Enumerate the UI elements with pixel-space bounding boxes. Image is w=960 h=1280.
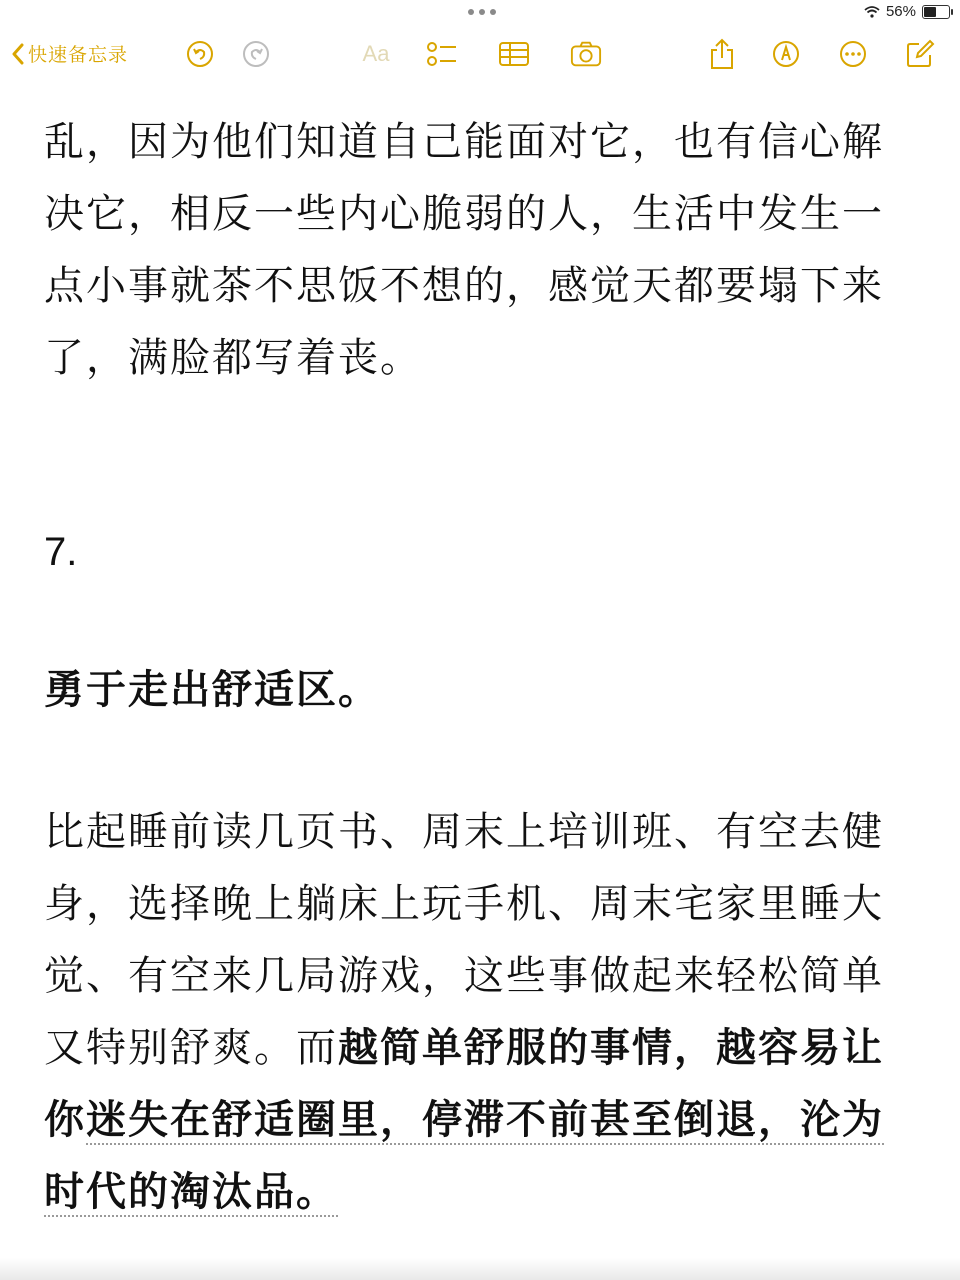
back-label: 快速备忘录 — [28, 44, 129, 66]
camera-button[interactable] — [570, 38, 602, 70]
section-heading: 勇于走出舒适区。 — [44, 667, 380, 713]
wifi-icon — [864, 6, 880, 18]
undo-icon — [185, 39, 215, 69]
battery-level — [924, 7, 936, 17]
battery-percent: 56% — [885, 3, 916, 20]
more-button[interactable] — [837, 38, 869, 70]
more-icon — [838, 39, 868, 69]
checklist-button[interactable] — [426, 38, 458, 70]
undo-button[interactable] — [184, 38, 216, 70]
paragraph-2-bold-text: 越简单舒服的事情，越容易让你 — [44, 1025, 884, 1143]
share-button[interactable] — [706, 38, 738, 70]
chevron-left-icon — [12, 43, 24, 65]
markup-pen-icon — [771, 39, 801, 69]
compose-icon — [905, 39, 935, 69]
battery-icon — [922, 5, 950, 19]
section-number: 7. — [44, 530, 78, 574]
share-icon — [708, 38, 736, 70]
note-paragraph-1: 乱，因为他们知道自己能面对它，也有信心解决它，相反一些内心脆弱的人，生活中发生一点小事就茶不思饭不想的，感觉天都要塌下来了，满脸都写着丧。 — [44, 119, 884, 381]
redo-icon — [241, 39, 271, 69]
note-paragraph-2 — [44, 796, 924, 1228]
camera-icon — [570, 40, 602, 68]
markup-button[interactable] — [770, 38, 802, 70]
status-bar — [0, 0, 960, 26]
paragraph-2-text: 比起睡前读几页书、周末上培训班、有空去健身，选择晚上躺床上玩手机、周末宅家里睡大觉、有空来几局游戏，这些事做起来轻松简单又特别舒爽。而 — [44, 809, 884, 1071]
table-icon — [498, 41, 530, 67]
format-button[interactable]: Aa — [362, 41, 390, 66]
status-right — [864, 3, 950, 20]
note-body[interactable] — [44, 106, 924, 394]
multitasking-dots-icon[interactable] — [468, 9, 496, 15]
back-button[interactable] — [12, 40, 128, 67]
compose-button[interactable] — [904, 38, 936, 70]
notes-toolbar — [0, 30, 960, 78]
table-button[interactable] — [498, 38, 530, 70]
checklist-icon — [426, 40, 458, 68]
redo-button[interactable] — [240, 38, 272, 70]
bottom-edge — [0, 1258, 960, 1280]
paragraph-2-bold-underlined-text: 迷失在舒适圈里，停滞不前甚至倒退，沦为时代的淘汰品。 — [44, 1097, 884, 1215]
